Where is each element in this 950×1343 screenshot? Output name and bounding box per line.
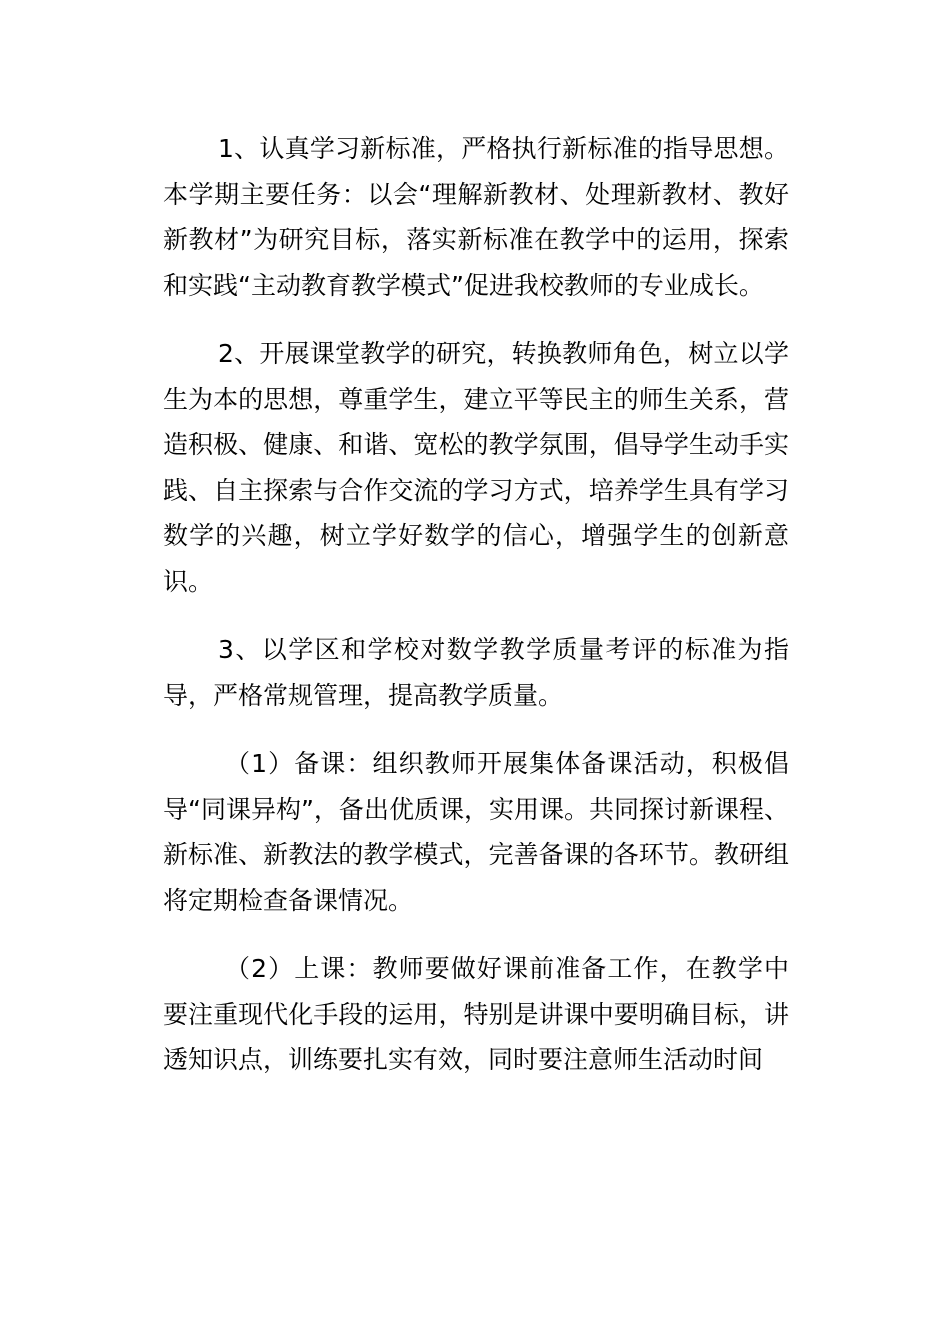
document-body bbox=[163, 126, 789, 1106]
paragraph-item-3: 3、以学区和学校对数学教学质量考评的标准为指导，严格常规管理，提高教学质量。 bbox=[163, 635, 789, 710]
paragraph-item-1: 1、认真学习新标准，严格执行新标准的指导思想。本学期主要任务：以会“理解新教材、处理新教材、教好新教材”为研究目标，落实新标准在教学中的运用，探索和实践“主动教育教学模式”促进我校教师的专业成长。 bbox=[163, 134, 789, 300]
paragraph-item-3-1: （1）备课：组织教师开展集体备课活动，积极倡导“同课异构”，备出优质课，实用课。共同探讨新课程、新标准、新教法的教学模式，完善备课的各环节。教研组将定期检查备课情况。 bbox=[163, 749, 789, 915]
paragraph-item-2: 2、开展课堂教学的研究，转换教师角色，树立以学生为本的思想，尊重学生，建立平等民主的师生关系，营造积极、健康、和谐、宽松的教学氛围，倡导学生动手实践、自主探索与合作交流的学习方式，培养学生具有学习数学的兴趣，树立学好数学的信心，增强学生的创新意识。 bbox=[163, 339, 789, 596]
paragraph-item-3-2: （2）上课：教师要做好课前准备工作，在教学中要注重现代化手段的运用，特别是讲课中要明确目标，讲透知识点，训练要扎实有效，同时要注意师生活动时间 bbox=[163, 954, 789, 1074]
